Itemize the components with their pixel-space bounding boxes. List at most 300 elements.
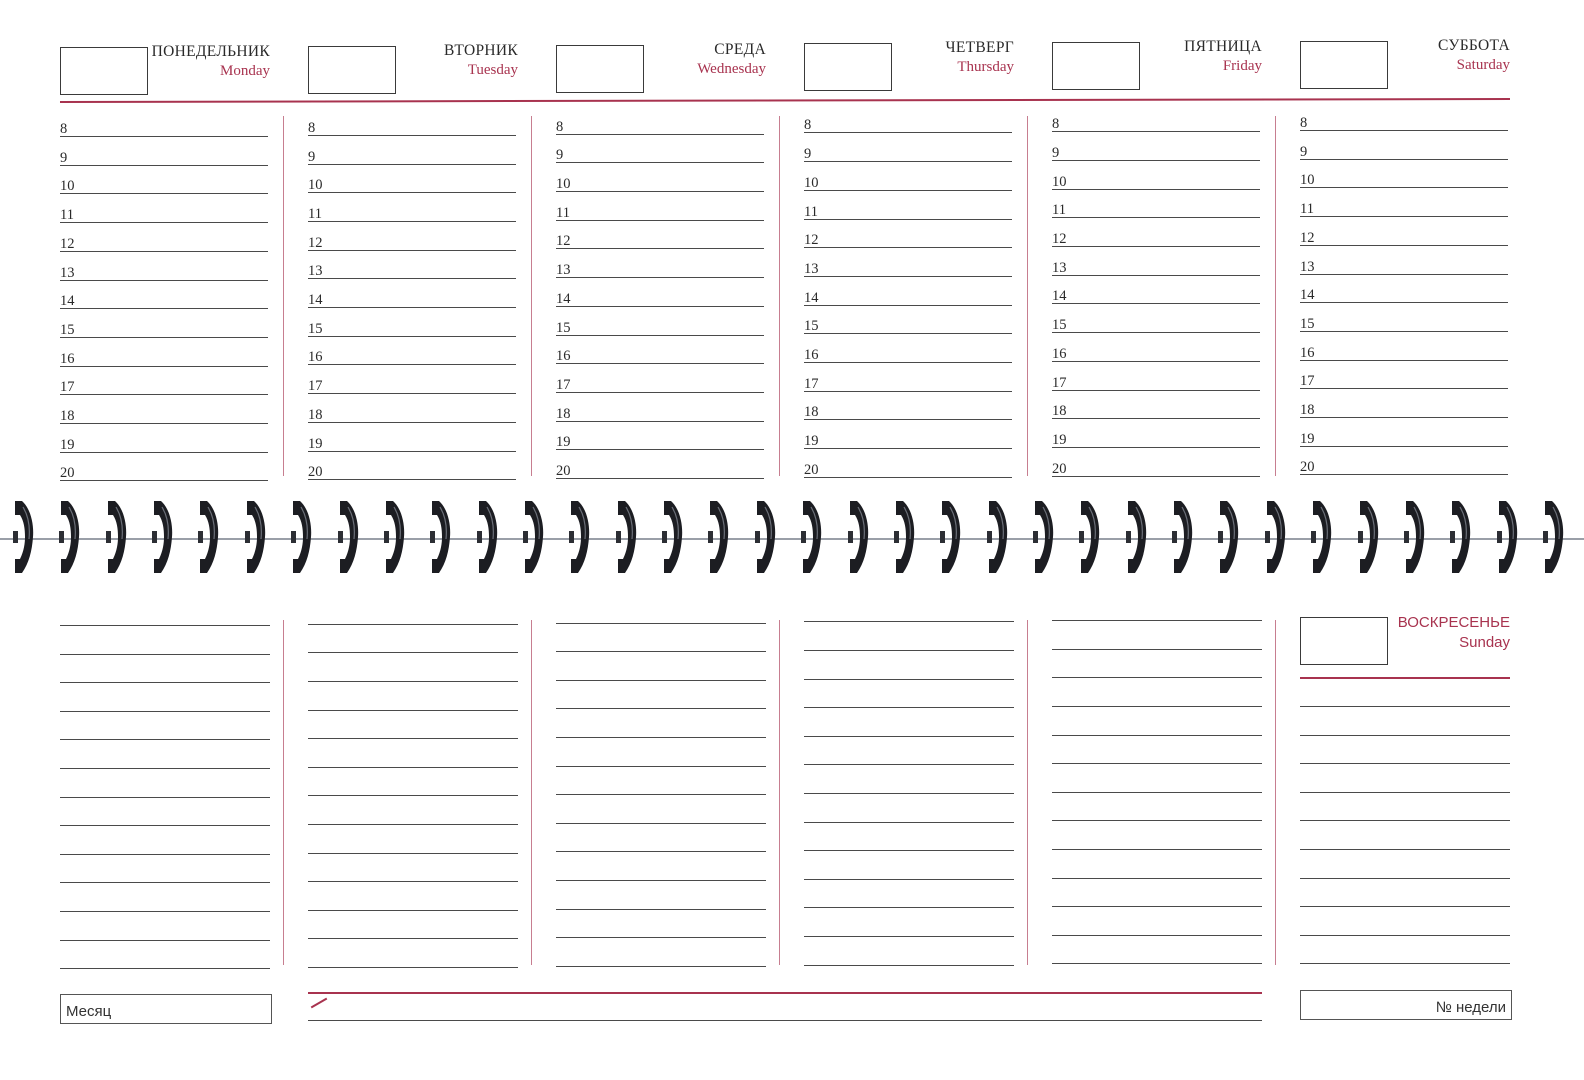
- spiral-coil: [337, 497, 363, 577]
- hour-line-thursday-15[interactable]: [804, 333, 1012, 334]
- date-box-monday[interactable]: [60, 47, 148, 95]
- hour-line-saturday-20[interactable]: [1300, 474, 1508, 475]
- spiral-coil: [1449, 497, 1475, 577]
- note-line-monday[interactable]: [60, 882, 270, 883]
- hour-label-thursday-19: 19: [804, 433, 819, 450]
- spiral-coil: [383, 497, 409, 577]
- spiral-coil: [1032, 497, 1058, 577]
- hour-line-thursday-20[interactable]: [804, 477, 1012, 478]
- hour-line-monday-20[interactable]: [60, 480, 268, 481]
- spiral-coil: [1171, 497, 1197, 577]
- date-box-tuesday[interactable]: [308, 46, 396, 94]
- hour-label-tuesday-18: 18: [308, 406, 323, 423]
- hour-line-thursday-9[interactable]: [804, 161, 1012, 162]
- note-line-wednesday[interactable]: [556, 680, 766, 681]
- hour-label-thursday-17: 17: [804, 375, 819, 392]
- hour-label-saturday-19: 19: [1300, 430, 1315, 447]
- note-line-friday[interactable]: [1052, 763, 1262, 764]
- spiral-coil: [568, 497, 594, 577]
- note-line-thursday[interactable]: [804, 965, 1014, 966]
- note-line-friday[interactable]: [1052, 735, 1262, 736]
- spiral-coil: [1403, 497, 1429, 577]
- hour-line-friday-11[interactable]: [1052, 217, 1260, 218]
- note-line-wednesday[interactable]: [556, 823, 766, 824]
- spiral-coil: [151, 497, 177, 577]
- hour-line-tuesday-18[interactable]: [308, 422, 516, 423]
- hour-label-tuesday-20: 20: [308, 464, 323, 481]
- hour-label-friday-19: 19: [1052, 431, 1067, 448]
- hour-line-friday-12[interactable]: [1052, 246, 1260, 247]
- hour-label-wednesday-10: 10: [556, 176, 571, 192]
- note-line-tuesday[interactable]: [308, 710, 518, 711]
- hour-label-saturday-18: 18: [1300, 402, 1315, 418]
- note-line-wednesday[interactable]: [556, 851, 766, 852]
- hour-label-saturday-20: 20: [1300, 459, 1315, 476]
- day-name-monday: ПОНЕДЕЛЬНИК: [151, 43, 270, 60]
- pencil-mark: [311, 998, 328, 1009]
- hour-label-thursday-14: 14: [804, 289, 819, 306]
- spiral-coil: [939, 497, 965, 577]
- note-line-friday[interactable]: [1052, 677, 1262, 678]
- spiral-coil: [615, 497, 641, 577]
- note-line-wednesday[interactable]: [556, 909, 766, 910]
- note-line-monday[interactable]: [60, 654, 270, 655]
- hour-line-thursday-11[interactable]: [804, 219, 1012, 220]
- footer-accent-line: [308, 992, 1262, 994]
- hour-label-thursday-20: 20: [804, 461, 819, 478]
- day-name-en-monday: Monday: [220, 63, 270, 79]
- hour-label-tuesday-11: 11: [308, 205, 322, 222]
- header-divider: [60, 98, 1510, 103]
- hour-label-monday-19: 19: [60, 436, 75, 453]
- hour-line-friday-16[interactable]: [1052, 361, 1260, 362]
- hour-label-tuesday-8: 8: [308, 119, 316, 136]
- hour-line-tuesday-11[interactable]: [308, 221, 516, 222]
- spiral-coil: [1357, 497, 1383, 577]
- note-line-monday[interactable]: [60, 825, 270, 826]
- hour-label-thursday-9: 9: [804, 146, 812, 163]
- note-line-thursday[interactable]: [804, 764, 1014, 765]
- spiral-coil: [1217, 497, 1243, 577]
- note-line-tuesday[interactable]: [308, 910, 518, 911]
- hour-label-wednesday-19: 19: [556, 434, 571, 451]
- hour-label-monday-20: 20: [60, 465, 75, 482]
- hour-line-monday-8[interactable]: [60, 136, 268, 137]
- hour-label-monday-13: 13: [60, 264, 75, 281]
- hour-line-tuesday-17[interactable]: [308, 393, 516, 394]
- hour-line-saturday-19[interactable]: [1300, 446, 1508, 447]
- hour-line-monday-11[interactable]: [60, 222, 268, 223]
- day-name-sunday: ВОСКРЕСЕНЬЕ: [1397, 614, 1510, 631]
- hour-label-saturday-8: 8: [1300, 115, 1308, 131]
- hour-line-tuesday-14[interactable]: [308, 307, 516, 308]
- spiral-coil: [1078, 497, 1104, 577]
- hour-label-wednesday-9: 9: [556, 147, 564, 164]
- hour-line-monday-16[interactable]: [60, 366, 268, 367]
- note-line-thursday[interactable]: [804, 936, 1014, 937]
- hour-line-tuesday-19[interactable]: [308, 451, 516, 452]
- note-line-friday[interactable]: [1052, 649, 1262, 650]
- note-line-monday[interactable]: [60, 797, 270, 798]
- column-separator-bottom-1: [283, 620, 284, 965]
- hour-line-monday-17[interactable]: [60, 394, 268, 395]
- hour-line-saturday-12[interactable]: [1300, 245, 1508, 246]
- column-separator-top-3: [779, 116, 780, 476]
- hour-label-wednesday-15: 15: [556, 319, 571, 336]
- spiral-coil: [12, 497, 38, 577]
- hour-label-monday-10: 10: [60, 178, 75, 195]
- hour-label-monday-17: 17: [60, 379, 75, 396]
- spiral-coil: [847, 497, 873, 577]
- hour-label-friday-8: 8: [1052, 116, 1060, 133]
- hour-label-friday-16: 16: [1052, 345, 1067, 362]
- hour-label-saturday-9: 9: [1300, 143, 1308, 160]
- note-line-wednesday[interactable]: [556, 766, 766, 767]
- hour-line-saturday-10[interactable]: [1300, 187, 1508, 188]
- hour-label-saturday-12: 12: [1300, 229, 1315, 246]
- hour-label-thursday-16: 16: [804, 347, 819, 363]
- hour-label-thursday-13: 13: [804, 260, 819, 277]
- hour-line-tuesday-10[interactable]: [308, 192, 516, 193]
- note-line-thursday[interactable]: [804, 679, 1014, 680]
- note-line-wednesday[interactable]: [556, 794, 766, 795]
- note-line-wednesday[interactable]: [556, 966, 766, 967]
- hour-line-wednesday-8[interactable]: [556, 134, 764, 135]
- hour-line-saturday-13[interactable]: [1300, 274, 1508, 275]
- hour-line-thursday-19[interactable]: [804, 448, 1012, 449]
- hour-label-tuesday-15: 15: [308, 320, 323, 337]
- hour-line-friday-15[interactable]: [1052, 332, 1260, 333]
- note-line-monday[interactable]: [60, 911, 270, 912]
- note-line-thursday[interactable]: [804, 850, 1014, 851]
- week-number-label: № недели: [1435, 999, 1506, 1016]
- spiral-coil: [1264, 497, 1290, 577]
- note-line-monday[interactable]: [60, 940, 270, 941]
- hour-line-saturday-8[interactable]: [1300, 130, 1508, 131]
- hour-line-friday-17[interactable]: [1052, 390, 1260, 391]
- note-line-sunday[interactable]: [1300, 849, 1510, 850]
- hour-label-friday-20: 20: [1052, 460, 1067, 477]
- hour-label-monday-15: 15: [60, 321, 75, 338]
- hour-label-wednesday-13: 13: [556, 262, 571, 279]
- column-separator-top-4: [1027, 116, 1028, 476]
- spiral-coil: [986, 497, 1012, 577]
- hour-label-monday-8: 8: [60, 121, 68, 137]
- hour-line-thursday-17[interactable]: [804, 391, 1012, 392]
- hour-line-monday-9[interactable]: [60, 165, 268, 166]
- hour-line-wednesday-17[interactable]: [556, 392, 764, 393]
- hour-label-monday-12: 12: [60, 235, 75, 252]
- note-line-tuesday[interactable]: [308, 767, 518, 768]
- hour-label-friday-18: 18: [1052, 403, 1067, 420]
- day-name-wednesday: СРЕДА: [714, 40, 766, 58]
- hour-label-friday-17: 17: [1052, 374, 1067, 391]
- hour-label-saturday-10: 10: [1300, 172, 1315, 189]
- column-separator-bottom-3: [779, 620, 780, 965]
- note-line-monday[interactable]: [60, 682, 270, 683]
- hour-line-wednesday-20[interactable]: [556, 478, 764, 479]
- note-line-wednesday[interactable]: [556, 937, 766, 938]
- note-line-thursday[interactable]: [804, 707, 1014, 708]
- hour-line-tuesday-13[interactable]: [308, 278, 516, 279]
- hour-line-saturday-9[interactable]: [1300, 159, 1508, 160]
- note-line-sunday[interactable]: [1300, 735, 1510, 736]
- hour-label-tuesday-13: 13: [308, 263, 323, 280]
- hour-line-wednesday-13[interactable]: [556, 277, 764, 278]
- hour-label-friday-15: 15: [1052, 317, 1067, 334]
- spiral-coil: [754, 497, 780, 577]
- hour-label-wednesday-17: 17: [556, 376, 571, 393]
- hour-label-friday-11: 11: [1052, 202, 1066, 219]
- column-separator-bottom-4: [1027, 620, 1028, 965]
- note-line-tuesday[interactable]: [308, 624, 518, 625]
- hour-line-friday-9[interactable]: [1052, 160, 1260, 161]
- spiral-coil: [58, 497, 84, 577]
- note-line-sunday[interactable]: [1300, 963, 1510, 964]
- hour-line-saturday-14[interactable]: [1300, 302, 1508, 303]
- hour-line-tuesday-20[interactable]: [308, 479, 516, 480]
- hour-line-monday-10[interactable]: [60, 193, 268, 194]
- spiral-coil: [290, 497, 316, 577]
- spiral-coil: [893, 497, 919, 577]
- hour-line-friday-8[interactable]: [1052, 131, 1260, 132]
- hour-line-wednesday-11[interactable]: [556, 220, 764, 221]
- hour-label-saturday-11: 11: [1300, 201, 1314, 218]
- note-line-tuesday[interactable]: [308, 853, 518, 854]
- hour-label-thursday-10: 10: [804, 174, 819, 191]
- spiral-coil: [1542, 497, 1568, 577]
- hour-line-wednesday-18[interactable]: [556, 421, 764, 422]
- hour-label-wednesday-16: 16: [556, 348, 571, 365]
- hour-label-saturday-17: 17: [1300, 373, 1315, 390]
- hour-line-thursday-13[interactable]: [804, 276, 1012, 277]
- hour-label-monday-14: 14: [60, 293, 75, 310]
- note-line-tuesday[interactable]: [308, 824, 518, 825]
- note-line-sunday[interactable]: [1300, 820, 1510, 821]
- hour-label-friday-14: 14: [1052, 288, 1067, 305]
- day-name-en-saturday: Saturday: [1456, 57, 1510, 73]
- hour-line-thursday-16[interactable]: [804, 362, 1012, 363]
- hour-line-wednesday-15[interactable]: [556, 335, 764, 336]
- note-line-thursday[interactable]: [804, 793, 1014, 794]
- day-name-saturday: СУББОТА: [1438, 37, 1510, 54]
- hour-line-wednesday-12[interactable]: [556, 248, 764, 249]
- note-line-tuesday[interactable]: [308, 967, 518, 968]
- note-line-tuesday[interactable]: [308, 795, 518, 796]
- hour-line-friday-18[interactable]: [1052, 418, 1260, 419]
- note-line-monday[interactable]: [60, 854, 270, 855]
- note-line-friday[interactable]: [1052, 792, 1262, 793]
- hour-label-saturday-16: 16: [1300, 344, 1315, 361]
- hour-label-wednesday-18: 18: [556, 405, 571, 422]
- hour-label-wednesday-14: 14: [556, 290, 571, 307]
- date-box-friday[interactable]: [1052, 42, 1140, 90]
- spiral-coil: [661, 497, 687, 577]
- spiral-coil: [800, 497, 826, 577]
- note-line-thursday[interactable]: [804, 907, 1014, 908]
- hour-line-tuesday-16[interactable]: [308, 364, 516, 365]
- note-line-tuesday[interactable]: [308, 938, 518, 939]
- note-line-sunday[interactable]: [1300, 935, 1510, 936]
- hour-line-friday-19[interactable]: [1052, 447, 1260, 448]
- hour-label-monday-16: 16: [60, 350, 75, 367]
- hour-label-tuesday-17: 17: [308, 378, 323, 395]
- day-name-en-sunday: Sunday: [1459, 634, 1510, 651]
- hour-line-friday-20[interactable]: [1052, 476, 1260, 477]
- spiral-coil: [244, 497, 270, 577]
- note-line-friday[interactable]: [1052, 620, 1262, 621]
- note-line-tuesday[interactable]: [308, 652, 518, 653]
- spiral-coil: [707, 497, 733, 577]
- note-line-thursday[interactable]: [804, 621, 1014, 622]
- hour-line-thursday-10[interactable]: [804, 190, 1012, 191]
- hour-line-tuesday-12[interactable]: [308, 250, 516, 251]
- month-label: Месяц: [66, 1003, 112, 1020]
- hour-label-saturday-13: 13: [1300, 258, 1315, 275]
- hour-line-saturday-11[interactable]: [1300, 216, 1508, 217]
- note-line-sunday[interactable]: [1300, 792, 1510, 793]
- hour-label-tuesday-16: 16: [308, 349, 323, 366]
- day-name-en-thursday: Thursday: [957, 59, 1014, 76]
- hour-label-thursday-8: 8: [804, 117, 812, 134]
- hour-label-thursday-11: 11: [804, 203, 818, 220]
- spiral-coil: [1496, 497, 1522, 577]
- note-line-monday[interactable]: [60, 739, 270, 740]
- spiral-coil: [105, 497, 131, 577]
- note-line-wednesday[interactable]: [556, 651, 766, 652]
- note-line-wednesday[interactable]: [556, 737, 766, 738]
- date-box-saturday[interactable]: [1300, 41, 1388, 89]
- note-line-wednesday[interactable]: [556, 623, 766, 624]
- hour-line-wednesday-10[interactable]: [556, 191, 764, 192]
- column-separator-bottom-5: [1275, 620, 1276, 965]
- hour-line-tuesday-8[interactable]: [308, 135, 516, 136]
- hour-line-friday-10[interactable]: [1052, 189, 1260, 190]
- hour-line-tuesday-15[interactable]: [308, 336, 516, 337]
- hour-line-wednesday-9[interactable]: [556, 162, 764, 163]
- hour-line-monday-15[interactable]: [60, 337, 268, 338]
- column-separator-top-2: [531, 116, 532, 476]
- note-line-friday[interactable]: [1052, 820, 1262, 821]
- note-line-thursday[interactable]: [804, 736, 1014, 737]
- hour-label-saturday-14: 14: [1300, 287, 1315, 304]
- hour-label-tuesday-10: 10: [308, 177, 323, 194]
- hour-label-friday-10: 10: [1052, 173, 1067, 190]
- note-line-friday[interactable]: [1052, 849, 1262, 850]
- column-separator-top-5: [1275, 116, 1276, 476]
- spiral-coil: [1125, 497, 1151, 577]
- hour-line-thursday-12[interactable]: [804, 247, 1012, 248]
- hour-line-saturday-15[interactable]: [1300, 331, 1508, 332]
- note-line-friday[interactable]: [1052, 706, 1262, 707]
- hour-label-tuesday-19: 19: [308, 435, 323, 452]
- hour-line-monday-19[interactable]: [60, 452, 268, 453]
- hour-label-thursday-12: 12: [804, 232, 819, 249]
- note-line-thursday[interactable]: [804, 650, 1014, 651]
- hour-label-monday-11: 11: [60, 207, 74, 224]
- note-line-sunday[interactable]: [1300, 763, 1510, 764]
- day-name-en-tuesday: Tuesday: [467, 61, 518, 78]
- hour-label-tuesday-14: 14: [308, 292, 323, 308]
- hour-label-tuesday-12: 12: [308, 234, 323, 251]
- hour-label-wednesday-8: 8: [556, 118, 564, 135]
- note-line-tuesday[interactable]: [308, 881, 518, 882]
- note-line-friday[interactable]: [1052, 935, 1262, 936]
- hour-line-saturday-18[interactable]: [1300, 417, 1508, 418]
- hour-line-friday-13[interactable]: [1052, 275, 1260, 276]
- column-separator-bottom-2: [531, 620, 532, 965]
- note-line-monday[interactable]: [60, 968, 270, 969]
- note-line-friday[interactable]: [1052, 963, 1262, 964]
- note-line-thursday[interactable]: [804, 879, 1014, 880]
- hour-line-monday-18[interactable]: [60, 423, 268, 424]
- hour-label-friday-9: 9: [1052, 144, 1060, 161]
- spiral-wire: [0, 538, 1584, 540]
- note-line-tuesday[interactable]: [308, 738, 518, 739]
- hour-line-monday-12[interactable]: [60, 251, 268, 252]
- note-line-monday[interactable]: [60, 625, 270, 626]
- hour-line-thursday-14[interactable]: [804, 305, 1012, 306]
- hour-label-monday-9: 9: [60, 149, 68, 166]
- note-line-wednesday[interactable]: [556, 880, 766, 881]
- day-name-thursday: ЧЕТВЕРГ: [945, 39, 1014, 57]
- hour-label-tuesday-9: 9: [308, 148, 316, 165]
- day-name-en-friday: Friday: [1222, 58, 1262, 75]
- note-line-wednesday[interactable]: [556, 708, 766, 709]
- hour-label-saturday-15: 15: [1300, 315, 1315, 332]
- hour-label-wednesday-20: 20: [556, 463, 571, 479]
- date-box-thursday[interactable]: [804, 43, 892, 91]
- hour-line-tuesday-9[interactable]: [308, 164, 516, 165]
- note-line-sunday[interactable]: [1300, 878, 1510, 879]
- hour-label-friday-12: 12: [1052, 231, 1067, 247]
- column-separator-top-1: [283, 116, 284, 476]
- hour-label-friday-13: 13: [1052, 259, 1067, 276]
- hour-line-saturday-16[interactable]: [1300, 360, 1508, 361]
- spiral-coil: [522, 497, 548, 577]
- hour-line-wednesday-19[interactable]: [556, 449, 764, 450]
- spiral-coil: [1310, 497, 1336, 577]
- spiral-coil: [476, 497, 502, 577]
- hour-line-friday-14[interactable]: [1052, 303, 1260, 304]
- footer-note-line[interactable]: [308, 1020, 1262, 1021]
- hour-label-wednesday-12: 12: [556, 233, 571, 250]
- hour-line-wednesday-14[interactable]: [556, 306, 764, 307]
- hour-line-saturday-17[interactable]: [1300, 388, 1508, 389]
- sunday-divider: [1300, 677, 1510, 679]
- note-line-sunday[interactable]: [1300, 706, 1510, 707]
- date-box-sunday[interactable]: [1300, 617, 1388, 665]
- note-line-sunday[interactable]: [1300, 906, 1510, 907]
- note-line-friday[interactable]: [1052, 906, 1262, 907]
- note-line-tuesday[interactable]: [308, 681, 518, 682]
- day-name-friday: ПЯТНИЦА: [1184, 38, 1262, 56]
- note-line-monday[interactable]: [60, 711, 270, 712]
- day-name-tuesday: ВТОРНИК: [443, 41, 518, 59]
- date-box-wednesday[interactable]: [556, 45, 644, 93]
- hour-line-thursday-18[interactable]: [804, 419, 1012, 420]
- day-name-en-wednesday: Wednesday: [697, 60, 766, 77]
- note-line-thursday[interactable]: [804, 822, 1014, 823]
- hour-line-wednesday-16[interactable]: [556, 363, 764, 364]
- hour-line-thursday-8[interactable]: [804, 132, 1012, 133]
- hour-line-monday-13[interactable]: [60, 280, 268, 281]
- hour-line-monday-14[interactable]: [60, 308, 268, 309]
- note-line-friday[interactable]: [1052, 878, 1262, 879]
- hour-label-thursday-18: 18: [804, 404, 819, 421]
- hour-label-monday-18: 18: [60, 408, 75, 424]
- note-line-monday[interactable]: [60, 768, 270, 769]
